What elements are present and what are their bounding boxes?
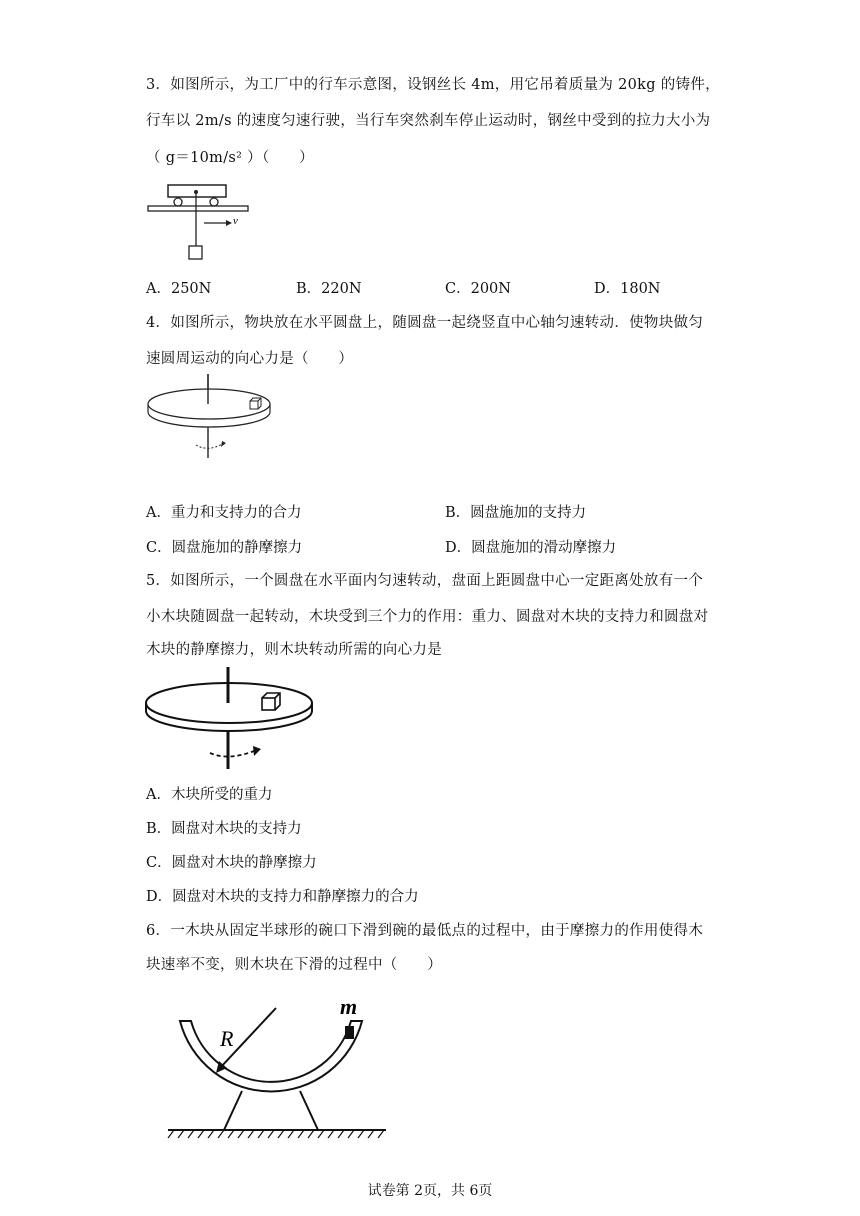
q5-line-2: 小木块随圆盘一起转动，木块受到三个力的作用：重力、圆盘对木块的支持力和圆盘对 [146,609,709,625]
q3-line-3: （ g＝10m/s² ）（ ） [146,150,314,166]
q4-option-b[interactable]: B．圆盘施加的支持力 [445,505,587,521]
q3-option-a[interactable]: A．250N [146,281,212,297]
disc-figure-small [146,372,276,462]
q3-line-2: 行车以 2m/s 的速度匀速行驶，当行车突然刹车停止运动时，钢丝中受到的拉力大小为 [146,113,711,129]
disc-figure-large [144,665,316,771]
q5-line-3: 木块的静摩擦力，则木块转动所需的向心力是 [146,642,442,658]
q3-option-c[interactable]: C．200N [445,281,511,297]
q6-line-1: 6．一木块从固定半球形的碗口下滑到碗的最低点的过程中，由于摩擦力的作用使得木 [146,923,704,939]
q5-option-a[interactable]: A．木块所受的重力 [146,787,273,803]
velocity-label: v [233,215,238,227]
q4-line-1: 4．如图所示，物块放在水平圆盘上，随圆盘一起绕竖直中心轴匀速转动．使物块做匀 [146,315,704,331]
bowl-figure [164,990,390,1140]
q4-option-d[interactable]: D．圆盘施加的滑动摩擦力 [445,540,617,556]
q5-option-d[interactable]: D．圆盘对木块的支持力和静摩擦力的合力 [146,889,419,905]
q3-line-1: 3．如图所示，为工厂中的行车示意图，设钢丝长 4m，用它吊着质量为 20kg 的铸件， [146,77,720,93]
q3-option-b[interactable]: B．220N [296,281,362,297]
mass-label: m [340,994,358,1019]
q4-option-a[interactable]: A．重力和支持力的合力 [146,505,302,521]
page-footer: 试卷第 2页，共 6页 [367,1183,493,1199]
q6-line-2: 块速率不变，则木块在下滑的过程中（ ） [146,957,442,973]
q4-option-c[interactable]: C．圆盘施加的静摩擦力 [146,540,303,556]
q4-line-2: 速圆周运动的向心力是（ ） [146,351,354,367]
block-m-icon [345,1026,354,1039]
radius-label: R [220,1026,234,1051]
q5-option-b[interactable]: B．圆盘对木块的支持力 [146,821,302,837]
q5-option-c[interactable]: C．圆盘对木块的静摩擦力 [146,855,317,871]
crane-figure [146,182,250,262]
q3-option-d[interactable]: D．180N [594,281,661,297]
q5-line-1: 5．如图所示，一个圆盘在水平面内匀速转动，盘面上距圆盘中心一定距离处放有一个 [146,573,704,589]
